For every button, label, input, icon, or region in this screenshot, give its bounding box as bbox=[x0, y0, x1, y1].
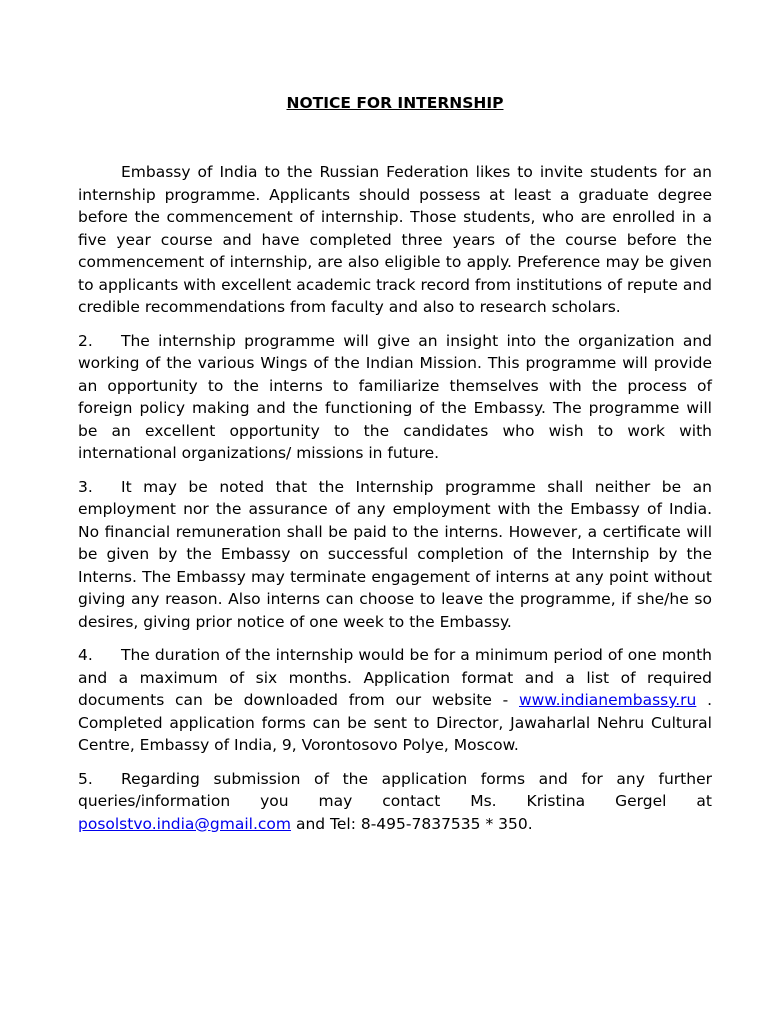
intro-paragraph: Embassy of India to the Russian Federation likes to invite students for an internship programme. Applicants should possess at least a graduate degree before the commencement of internship. Those students, who are enrolled in a five year course and have completed three years of the course before the commencement of internship, are also eligible to apply. Preference may be given to applicants with excellent academic track record from institutions of repute and credible recommendations from faculty and also to research scholars. bbox=[78, 163, 712, 316]
paragraph-text: The internship programme will give an insight into the organization and working of the various Wings of the Indian Mission. This programme will provide an opportunity to the interns to familiarize themselves with the process of foreign policy making and the functioning of the Embassy. The programme will be an excellent opportunity to the candidates who wish to work with international organizations/ missions in future. bbox=[78, 331, 712, 462]
paragraph-5 bbox=[78, 768, 712, 836]
website-link[interactable]: www.indianembassy.ru bbox=[519, 691, 697, 709]
email-link[interactable]: posolstvo.india@gmail.com bbox=[78, 814, 292, 833]
paragraph-text: It may be noted that the Internship programme shall neither be an employment nor the assurance of any employment with the Embassy of India. No financial remuneration shall be paid to the interns. However, a certificate will be given by the Embassy on successful completion of the Internship by the Interns. The Embassy may terminate engagement of interns at any point without giving any reason. Also interns can choose to leave the programme, if she/he so desires, giving prior notice of one week to the Embassy. bbox=[78, 477, 712, 631]
paragraph-number: 3. bbox=[78, 477, 93, 496]
paragraph-number: 5. bbox=[78, 769, 93, 788]
document-page bbox=[78, 92, 712, 846]
paragraph-text-continued: . Completed application forms can be sent to Director, Jawaharlal Nehru Cultural Centre, Embassy of India, 9, Vorontosovo Polye, Moscow. bbox=[78, 691, 712, 754]
page-title: NOTICE FOR INTERNSHIP bbox=[286, 94, 504, 112]
paragraph-text: Regarding submission of the application forms and for any further queries/information you may contact Ms. Kristina Gergel at bbox=[78, 769, 712, 810]
paragraph-3 bbox=[78, 476, 712, 634]
contact-phone: and Tel: 8-495-7837535 * 350. bbox=[291, 814, 533, 833]
paragraph-number: 4. bbox=[78, 646, 93, 664]
paragraph-text: The duration of the internship would be for a minimum period of one month and a maximum of six months. Application format and a list of required documents can be downloaded from our website - bbox=[78, 646, 712, 709]
paragraph-4 bbox=[78, 644, 712, 757]
paragraph-2 bbox=[78, 330, 712, 465]
paragraph-number: 2. bbox=[78, 331, 93, 350]
